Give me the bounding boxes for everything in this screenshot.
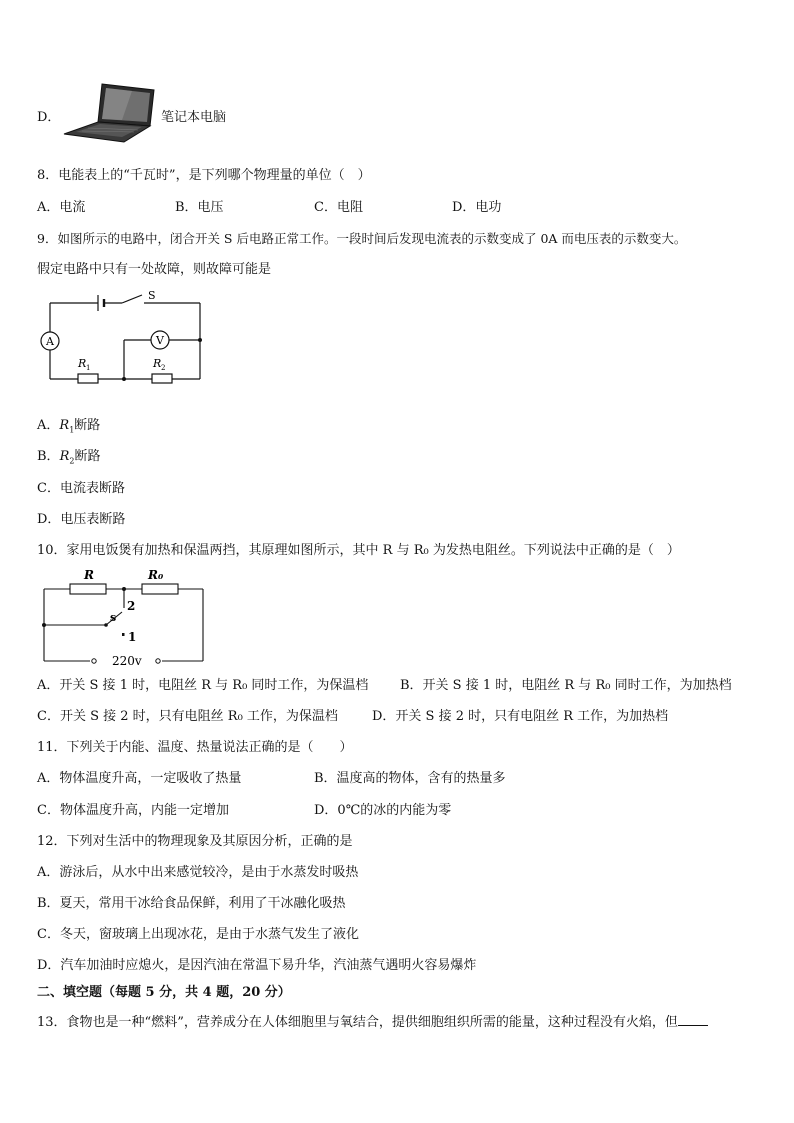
q11-option-a: A．物体温度升高，一定吸收了热量 — [37, 771, 242, 786]
q11-stem: 11．下列关于内能、温度、热量说法正确的是（ ） — [37, 740, 353, 755]
q9-option-d: D．电压表断路 — [37, 512, 126, 527]
q9-circuit-diagram — [38, 290, 208, 386]
q10-option-d: D．开关 S 接 2 时，只有电阻丝 R 工作，为加热档 — [372, 709, 669, 724]
q12-option-a: A．游泳后，从水中出来感觉较冷，是由于水蒸发时吸热 — [37, 865, 359, 880]
q9-r2-subscript: 2 — [161, 364, 166, 372]
q10-contact-2: 2 — [127, 599, 136, 613]
q13-stem — [37, 1013, 708, 1031]
q10-contact-1: 1 — [128, 630, 137, 644]
q9-stem-line1: 9．如图所示的电路中，闭合开关 S 后电路正常工作。一段时间后发现电流表的示数变成了 0A 而电压表的示数变大。 — [37, 231, 687, 246]
q7-option-d-letter: D． — [37, 110, 61, 125]
q9-switch-label: S — [148, 290, 156, 302]
q12-option-b: B．夏天，常用干冰给食品保鲜，利用了干冰融化吸热 — [37, 896, 346, 911]
q13-stem-text: 13．食物也是一种“燃料”，营养成分在人体细胞里与氧结合，提供细胞组织所需的能量，这种过程没有火焰，但 — [37, 1015, 678, 1030]
q12-option-c: C．冬天，窗玻璃上出现冰花，是由于水蒸气发生了液化 — [37, 927, 359, 942]
q9-stem-line2: 假定电路中只有一处故障，则故障可能是 — [37, 262, 272, 277]
q10-circuit-diagram — [40, 566, 210, 668]
q13-answer-blank — [678, 1013, 708, 1026]
q9-r1-subscript: 1 — [86, 364, 91, 372]
laptop-image — [62, 82, 158, 144]
q10-stem: 10．家用电饭煲有加热和保温两挡，其原理如图所示，其中 R 与 R₀ 为发热电阻丝。下列说法中正确的是（ ） — [37, 543, 680, 558]
q8-option-b: B．电压 — [175, 200, 224, 215]
q10-option-b: B．开关 S 接 1 时，电阻丝 R 与 R₀ 同时工作，为加热档 — [400, 678, 732, 693]
q8-option-d: D．电功 — [452, 200, 502, 215]
q9-option-b: B．$R_2$断路 — [37, 449, 101, 466]
q11-option-b: B．温度高的物体，含有的热量多 — [314, 771, 506, 786]
q9-option-c: C．电流表断路 — [37, 481, 125, 496]
q8-stem: 8．电能表上的“千瓦时”，是下列哪个物理量的单位（ ） — [37, 168, 371, 183]
q10-r0-label: R₀ — [148, 568, 164, 582]
q11-option-d: D．0℃的冰的内能为零 — [314, 803, 452, 818]
q12-option-d: D．汽车加油时应熄火，是因汽油在常温下易升华，汽油蒸气遇明火容易爆炸 — [37, 958, 477, 973]
q9-option-a: A．$R_1$断路 — [37, 418, 101, 435]
q9-r2-label: R — [153, 357, 162, 370]
q9-ammeter-label: A — [46, 335, 54, 348]
q9-r1-label: R — [78, 357, 87, 370]
q9-voltmeter-label: V — [156, 334, 164, 347]
q10-r-label: R — [84, 568, 94, 582]
q10-option-c: C．开关 S 接 2 时，只有电阻丝 R₀ 工作，为保温档 — [37, 709, 338, 724]
section-2-title: 二、填空题（每题 5 分，共 4 题，20 分） — [37, 985, 291, 1000]
q10-voltage-label: 220v — [112, 654, 142, 668]
q8-option-c: C．电阻 — [314, 200, 363, 215]
q8-option-a: A．电流 — [37, 200, 86, 215]
q7-option-d-label: 笔记本电脑 — [161, 110, 227, 125]
q11-option-c: C．物体温度升高，内能一定增加 — [37, 803, 229, 818]
q10-switch-label: s — [110, 611, 117, 624]
q12-stem: 12．下列对生活中的物理现象及其原因分析，正确的是 — [37, 834, 353, 849]
q10-option-a: A．开关 S 接 1 时，电阻丝 R 与 R₀ 同时工作，为保温档 — [37, 678, 369, 693]
